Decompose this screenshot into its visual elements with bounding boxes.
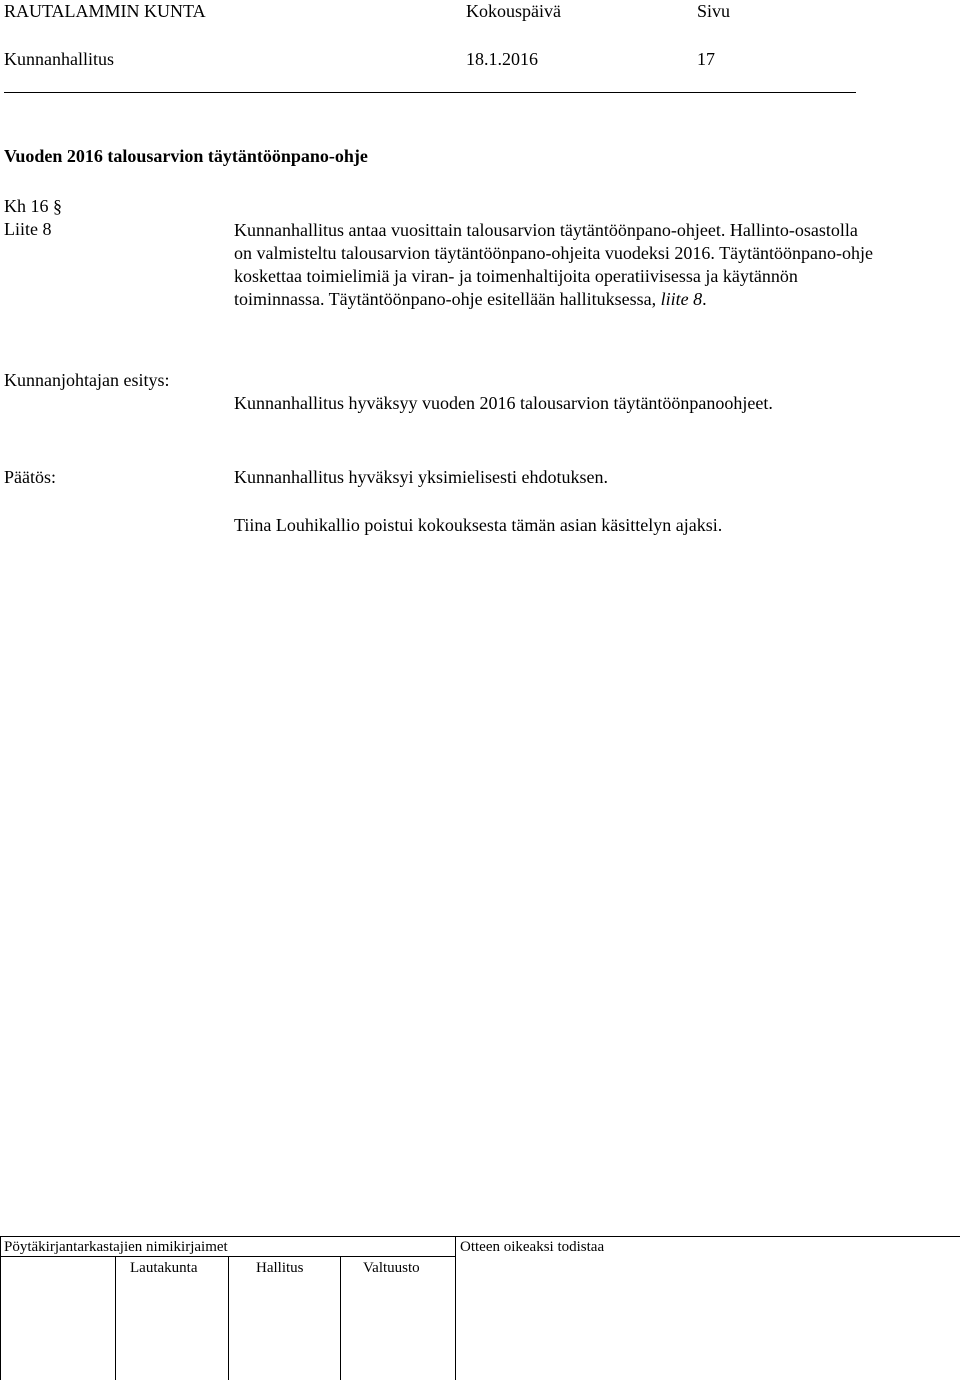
body-name: Kunnanhallitus <box>4 49 114 69</box>
decision-note: Tiina Louhikallio poistui kokouksesta tämän asian käsittelyn ajaksi. <box>234 515 723 535</box>
kh-ref: Kh 16 § <box>4 196 62 216</box>
proposal-label: Kunnanjohtajan esitys: <box>4 370 170 390</box>
footer-left-edge <box>0 1236 1 1380</box>
decision-text: Kunnanhallitus hyväksyi yksimielisesti ehdotuksen. <box>234 467 608 487</box>
col-valtuusto: Valtuusto <box>363 1260 420 1276</box>
footer-divider <box>455 1236 456 1380</box>
header-rule <box>4 92 856 93</box>
intro-paragraph <box>234 219 874 311</box>
footer-top-rule <box>0 1236 960 1237</box>
attachment-link[interactable]: liite 8 <box>660 289 703 309</box>
footer-col-divider-3 <box>340 1256 341 1380</box>
intro-end: . <box>702 289 707 309</box>
meeting-date-label: Kokouspäivä <box>466 1 561 21</box>
col-hallitus: Hallitus <box>256 1260 304 1276</box>
footer-col-divider-2 <box>228 1256 229 1380</box>
col-lautakunta: Lautakunta <box>130 1260 198 1276</box>
intro-text: Kunnanhallitus antaa vuosittain talousarvion täytäntöönpano-ohjeet. Hallinto-osastolla on valmisteltu talousarvion täytäntöönpano-ohjeita vuodeksi 2016. Täytäntöönpano-ohje koskettaa toimielimiä ja viran- ja toimenhaltijoita operatiivisessa ja käytännön toiminnassa. Täytäntöönpano-ohje esitellään hallituksessa, <box>234 220 874 309</box>
proposal-text: Kunnanhallitus hyväksyy vuoden 2016 talousarvion täytäntöönpanoohjeet. <box>234 393 773 413</box>
page-label: Sivu <box>697 1 731 21</box>
org-name: RAUTALAMMIN KUNTA <box>4 1 206 21</box>
meeting-date: 18.1.2016 <box>466 49 538 69</box>
copy-label: Otteen oikeaksi todistaa <box>460 1239 605 1255</box>
decision-label: Päätös: <box>4 467 56 487</box>
page-number: 17 <box>697 49 715 69</box>
page-title: Vuoden 2016 talousarvion täytäntöönpano-ohje <box>4 146 368 166</box>
liite-ref: Liite 8 <box>4 219 52 239</box>
checkers-label: Pöytäkirjantarkastajien nimikirjaimet <box>4 1239 228 1255</box>
footer-col-divider-1 <box>115 1256 116 1380</box>
